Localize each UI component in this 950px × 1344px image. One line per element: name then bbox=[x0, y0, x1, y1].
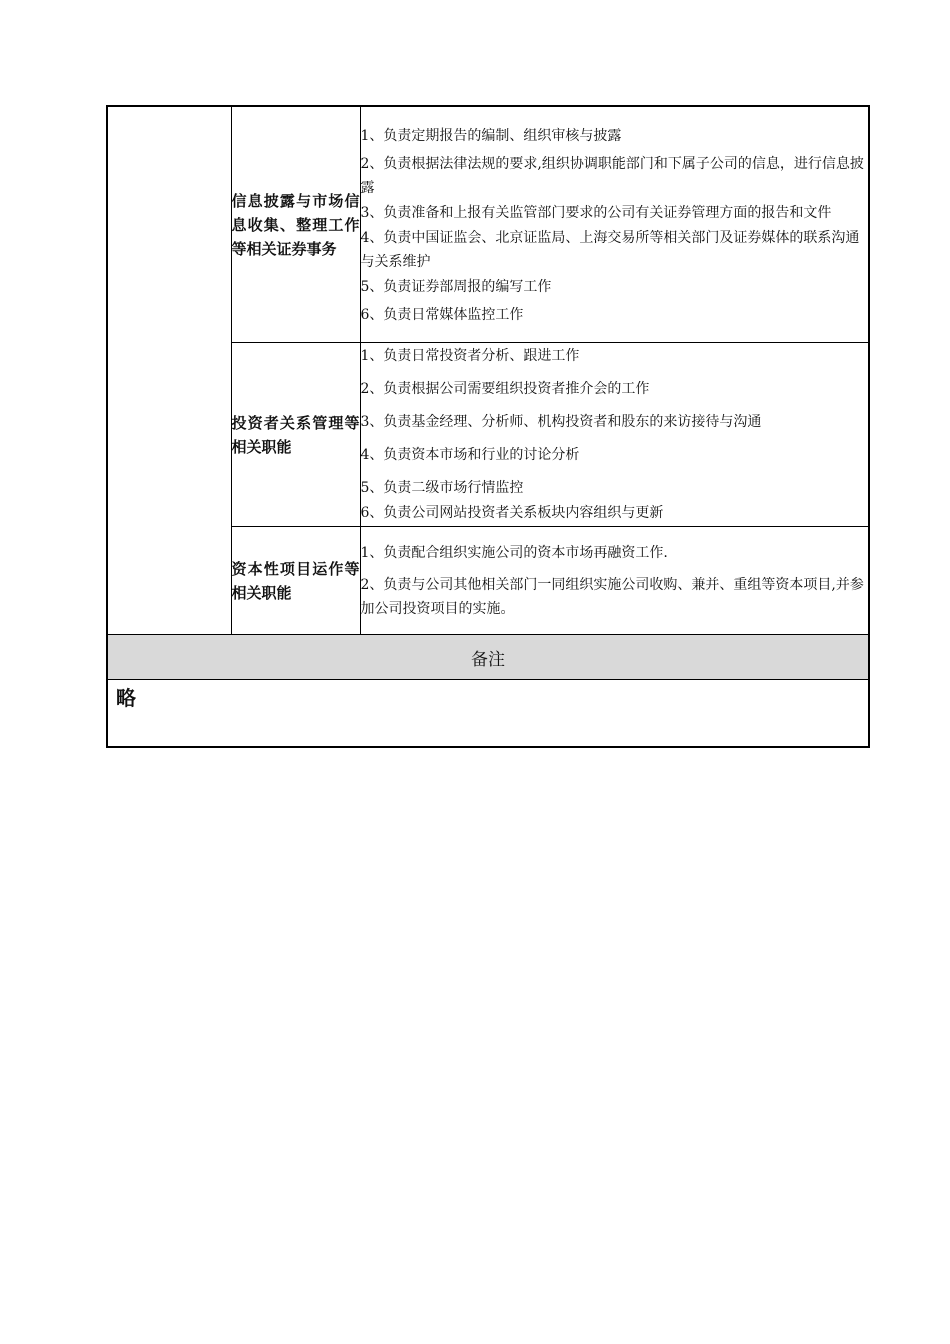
duty-section-disclosure bbox=[107, 106, 869, 343]
category-label: 资本性项目运作等相关职能 bbox=[231, 527, 360, 635]
remarks-header-row bbox=[107, 635, 869, 680]
duty-item: 1、负责配合组织实施公司的资本市场再融资工作. bbox=[360, 544, 668, 561]
job-duties-table bbox=[106, 105, 870, 748]
duty-item: 3、负责基金经理、分析师、机构投资者和股东的来访接待与沟通 bbox=[360, 414, 762, 430]
duty-item: 6、负责公司网站投资者关系板块内容组织与更新 bbox=[360, 505, 664, 521]
duty-item: 6、负责日常媒体监控工作 bbox=[360, 306, 524, 323]
duty-item: 1、负责日常投资者分析、跟进工作 bbox=[360, 348, 580, 364]
duty-item: 2、负责根据法律法规的要求,组织协调职能部门和下属子公司的信息，进行信息披露 bbox=[360, 155, 864, 196]
duty-item: 5、负责二级市场行情监控 bbox=[360, 480, 524, 496]
duty-item: 2、负责根据公司需要组织投资者推介会的工作 bbox=[360, 381, 650, 397]
duty-items bbox=[360, 343, 869, 527]
remarks-body-row bbox=[107, 680, 869, 748]
category-label: 信息披露与市场信息收集、整理工作等相关证券事务 bbox=[231, 106, 360, 343]
remarks-header: 备注 bbox=[107, 635, 869, 680]
category-label: 投资者关系管理等相关职能 bbox=[231, 343, 360, 527]
duty-items bbox=[360, 106, 869, 343]
remarks-content: 略 bbox=[107, 680, 869, 748]
duty-item: 2、负责与公司其他相关部门一同组织实施公司收购、兼并、重组等资本项目,并参加公司投资项目的实施。 bbox=[360, 576, 864, 617]
duty-item: 5、负责证券部周报的编写工作 bbox=[360, 278, 552, 295]
duty-item: 1、负责定期报告的编制、组织审核与披露 bbox=[360, 127, 622, 144]
duty-items bbox=[360, 527, 869, 635]
blank-left-column bbox=[107, 106, 231, 635]
duty-item: 4、负责资本市场和行业的讨论分析 bbox=[360, 447, 580, 463]
duty-item: 3、负责准备和上报有关监管部门要求的公司有关证券管理方面的报告和文件 bbox=[360, 204, 832, 221]
duty-item: 4、负责中国证监会、北京证监局、上海交易所等相关部门及证券媒体的联系沟通与关系维护 bbox=[360, 229, 860, 270]
